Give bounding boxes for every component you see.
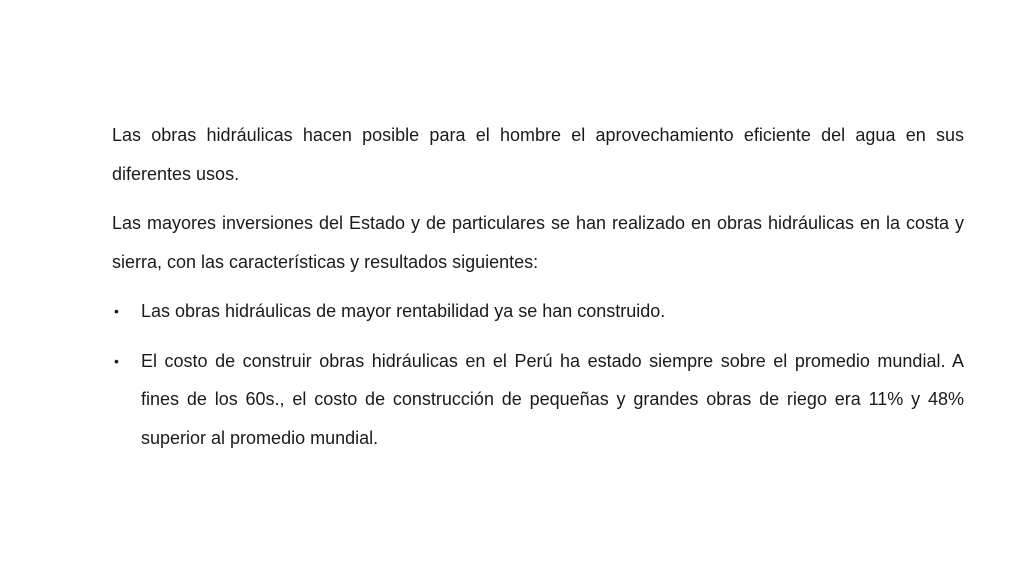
bullet-item bbox=[112, 292, 964, 331]
paragraph-intro: Las obras hidráulicas hacen posible para el hombre el aprovechamiento eficiente del agua en sus diferentes usos. bbox=[112, 125, 964, 184]
slide-body bbox=[112, 116, 964, 468]
bullet-dot-icon: • bbox=[114, 303, 119, 319]
paragraph-investments: Las mayores inversiones del Estado y de particulares se han realizado en obras hidráulicas en la costa y sierra, con las características y resultados siguientes: bbox=[112, 213, 964, 272]
bullet-list bbox=[112, 292, 964, 457]
bullet-text: Las obras hidráulicas de mayor rentabilidad ya se han construido. bbox=[141, 301, 666, 321]
bullet-item bbox=[112, 342, 964, 458]
bullet-text: El costo de construir obras hidráulicas en el Perú ha estado siempre sobre el promedio mundial. A fines de los 60s., el costo de construcción de pequeñas y grandes obras de riego era 11% y 48% superior al promedio mundial. bbox=[141, 350, 964, 448]
bullet-dot-icon: • bbox=[114, 352, 119, 369]
